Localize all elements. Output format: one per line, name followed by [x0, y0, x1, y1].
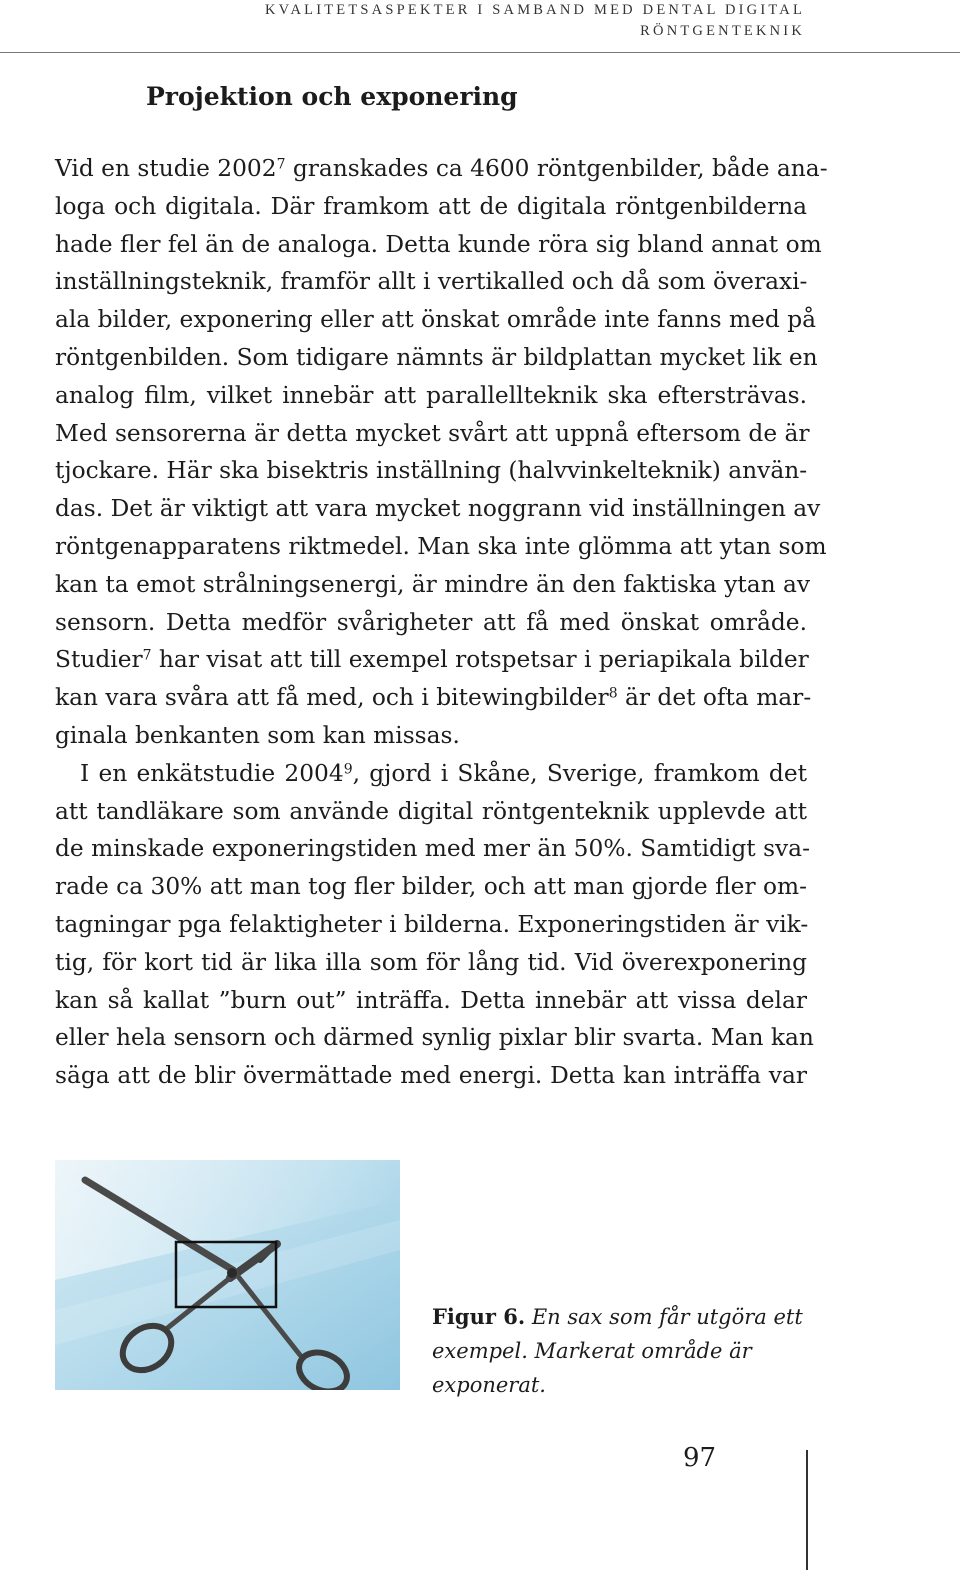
page-number: 97 [683, 1443, 717, 1473]
text-run: rade ca 30% att man tog fler bilder, och att man gjorde fler om- [55, 873, 807, 901]
text-line [55, 679, 812, 717]
footnote-ref: 9 [343, 761, 353, 778]
text-line [55, 755, 807, 793]
text-line [55, 641, 807, 679]
text-line [55, 604, 807, 642]
text-line [55, 263, 807, 301]
text-line [55, 944, 807, 982]
section-title: Projektion och exponering [146, 82, 518, 111]
text-line [55, 339, 818, 377]
running-header [0, 0, 960, 54]
figure-caption-line-3: exponerat. [432, 1373, 546, 1397]
text-line [55, 906, 807, 944]
text-run: kan vara svåra att få med, och i bitewingbilder [55, 684, 609, 712]
text-run: kan så kallat ”burn out” inträffa. Detta innebär att vissa delar [55, 986, 807, 1014]
footnote-ref: 7 [142, 647, 152, 664]
text-line [55, 793, 807, 831]
text-run: tjockare. Här ska bisektris inställning (halvvinkelteknik) använ- [55, 457, 808, 485]
figure-caption [432, 1300, 812, 1402]
text-line [55, 982, 807, 1020]
text-run: ala bilder, exponering eller att önskat område inte fanns med på [55, 306, 817, 334]
text-run: granskades ca 4600 röntgenbilder, både ana- [285, 155, 828, 182]
text-run: , gjord i Skåne, Sverige, framkom det [352, 759, 807, 787]
text-line [55, 717, 807, 755]
text-run: är det ofta mar- [617, 684, 812, 712]
figure-label: Figur 6. [432, 1304, 526, 1329]
text-run: sensorn. Detta medför svårigheter att få med önskat område. [55, 608, 807, 636]
text-run: tagningar pga felaktigheter i bilderna. Exponeringstiden är vik- [55, 910, 809, 938]
scissors-photo [55, 1160, 400, 1390]
running-header-text [265, 0, 805, 42]
text-run: att tandläkare som använde digital röntgenteknik upplevde att [55, 797, 807, 825]
running-header-line-2: RÖNTGENTEKNIK [640, 23, 805, 39]
text-run: hade fler fel än de analoga. Detta kunde röra sig bland annat om [55, 230, 822, 258]
text-run: inställningsteknik, framför allt i vertikalled och då som överaxi- [55, 268, 808, 296]
text-line [55, 452, 807, 490]
text-run: ginala benkanten som kan missas. [55, 721, 460, 749]
text-run: tig, för kort tid är lika illa som för lång tid. Vid överexponering [55, 948, 807, 976]
footnote-ref: 7 [276, 156, 286, 173]
paragraph-1 [55, 150, 828, 755]
text-run: Med sensorerna är detta mycket svårt att uppnå eftersom de är [55, 419, 810, 447]
header-divider [0, 52, 960, 53]
footnote-ref: 8 [608, 685, 618, 702]
text-run: har visat att till exempel rotspetsar i periapikala bilder [151, 646, 809, 674]
text-run: eller hela sensorn och därmed synlig pixlar blir svarta. Man kan [55, 1024, 814, 1052]
text-run: Vid en studie 2002 [55, 155, 277, 182]
text-run: Studier [55, 646, 143, 674]
text-line [55, 868, 807, 906]
text-line [55, 1019, 814, 1057]
figure-caption-line-1: En sax som får utgöra ett [531, 1305, 803, 1329]
text-line [55, 830, 810, 868]
body-text [55, 150, 828, 1095]
figure-caption-line-2: exempel. Markerat område är [432, 1339, 752, 1363]
text-run: analog film, vilket innebär att parallellteknik ska eftersträvas. [55, 381, 807, 409]
page-number-rule [806, 1450, 808, 1570]
text-line [55, 566, 811, 604]
text-run: loga och digitala. Där framkom att de digitala röntgenbilderna [55, 192, 807, 220]
running-header-line-1: KVALITETSASPEKTER I SAMBAND MED DENTAL DIGITAL [265, 2, 805, 18]
text-line [55, 150, 828, 188]
text-line [55, 1057, 807, 1095]
paragraph-2 [55, 755, 814, 1095]
text-line [55, 490, 821, 528]
text-run: de minskade exponeringstiden med mer än 50%. Samtidigt sva- [55, 835, 810, 863]
text-run: das. Det är viktigt att vara mycket noggrann vid inställningen av [55, 495, 821, 523]
text-run: I en enkätstudie 2004 [80, 759, 344, 787]
text-line [55, 377, 807, 415]
text-line [55, 226, 822, 264]
text-line [55, 301, 817, 339]
text-line [55, 528, 827, 566]
text-run: säga att de blir övermättade med energi. Detta kan inträffa var [55, 1062, 807, 1090]
text-run: kan ta emot strålningsenergi, är mindre än den faktiska ytan av [55, 570, 811, 598]
scissors-figure-image [55, 1160, 400, 1390]
text-run: röntgenbilden. Som tidigare nämnts är bildplattan mycket lik en [55, 343, 818, 371]
text-line [55, 188, 807, 226]
text-run: röntgenapparatens riktmedel. Man ska inte glömma att ytan som [55, 532, 827, 560]
text-line [55, 415, 810, 453]
